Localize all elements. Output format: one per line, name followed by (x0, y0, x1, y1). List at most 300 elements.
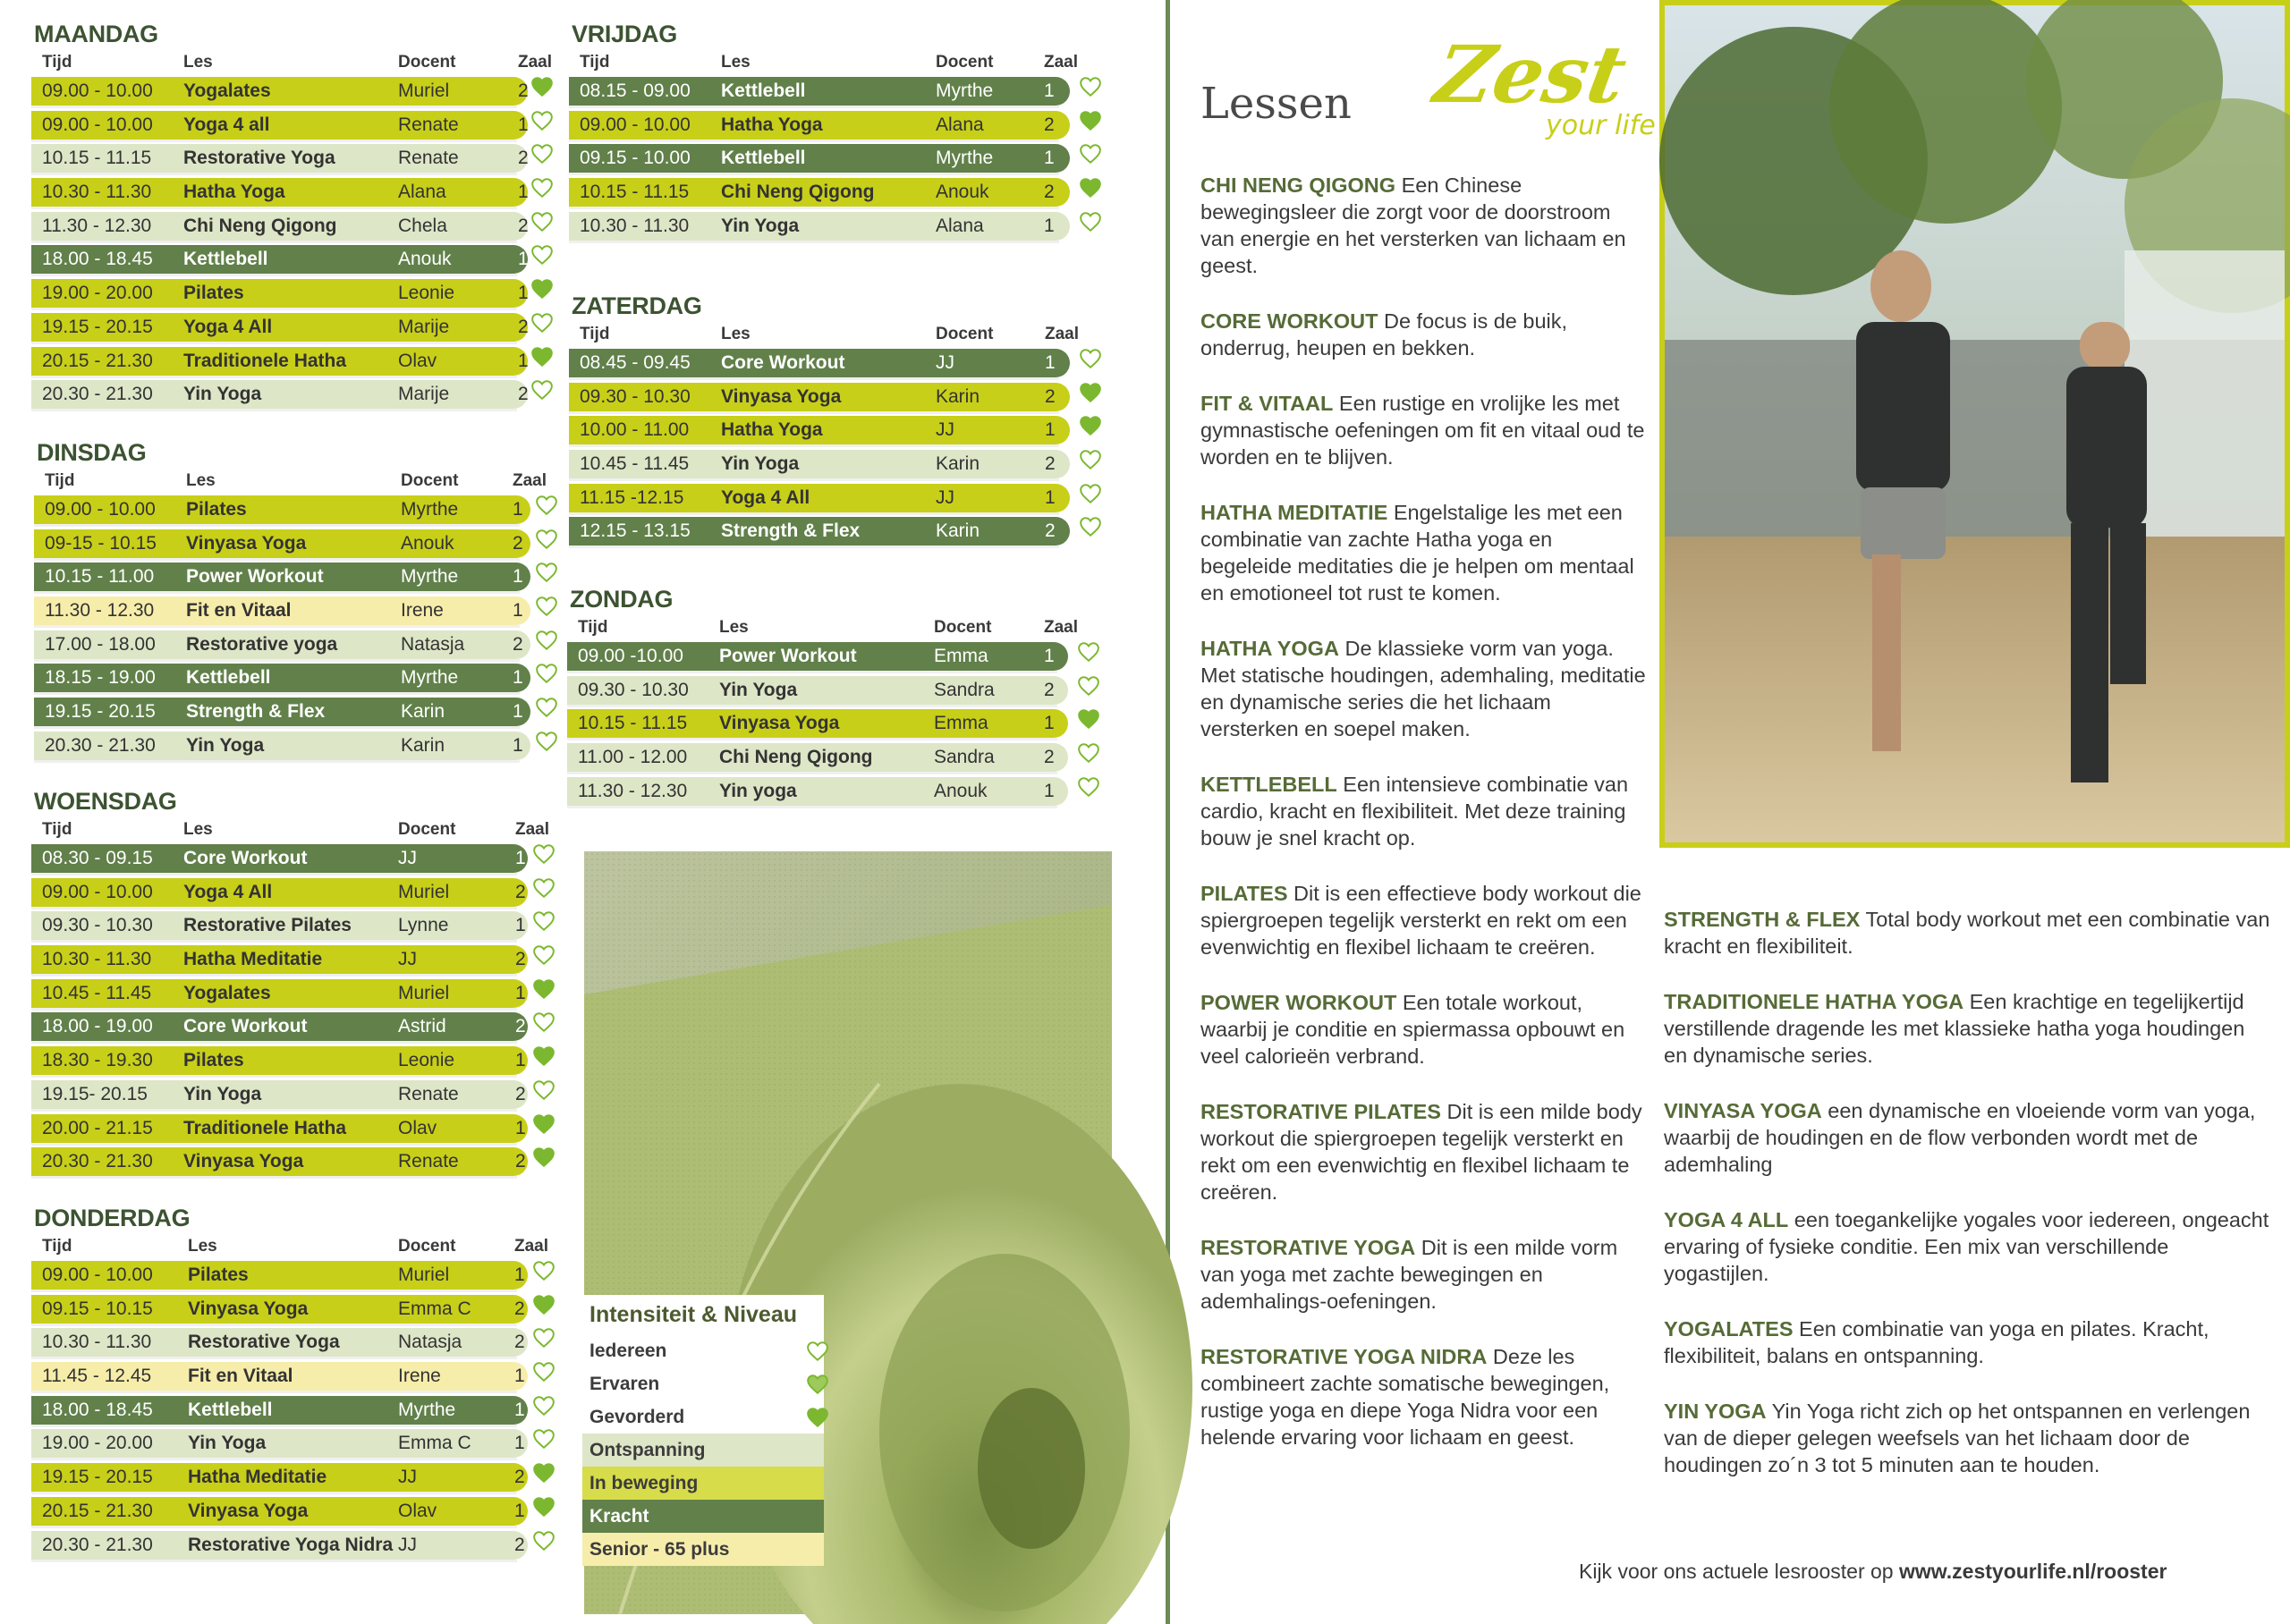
cell-docent: Muriel (398, 982, 450, 1003)
cell-tijd: 11.30 - 12.30 (42, 215, 152, 236)
day-title: MAANDAG (34, 21, 158, 47)
cell-les: Traditionele Hatha (183, 1117, 347, 1138)
heart-outline-icon (1079, 75, 1102, 98)
schedule-row[interactable] (569, 174, 1106, 207)
heart-outline-icon (535, 595, 558, 618)
cell-zaal: 1 (1045, 419, 1056, 441)
cell-zaal: 2 (1044, 679, 1055, 700)
day-dinsdag (34, 438, 562, 762)
lesson-text: een toegankelijke yogales voor iedereen, ongeacht ervaring of fysieke conditie. Een mix van verschillende yogastijlen. (1664, 1208, 2269, 1285)
cell-tijd: 09.15 - 10.00 (580, 148, 691, 169)
cell-docent: Myrthe (401, 667, 459, 689)
legend-title: Intensiteit & Niveau (582, 1295, 824, 1334)
column-headers (569, 320, 1106, 345)
cell-les: Chi Neng Qigong (721, 182, 875, 203)
schedule-row[interactable] (34, 728, 562, 761)
schedule-row[interactable] (569, 107, 1106, 140)
cell-zaal: 2 (518, 148, 529, 169)
heart-filled-icon (806, 1373, 829, 1396)
column-header-tijd: Tijd (42, 53, 72, 72)
cell-zaal: 1 (518, 350, 529, 371)
cell-les: Vinyasa Yoga (188, 1500, 309, 1521)
cell-zaal: 1 (518, 182, 529, 203)
cell-tijd: 08.45 - 09.45 (580, 352, 691, 373)
column-header-les: Les (186, 471, 216, 490)
lesson-text: Deze les combineert zachte somatische bewegingen, rustige yoga en diepe Yoga Nidra voor een helende ervaring voor lichaam en geest. (1200, 1345, 1610, 1449)
column-header-tijd: Tijd (42, 820, 72, 839)
heart-outline-icon (530, 176, 554, 199)
lesson-description (1664, 1206, 2272, 1287)
lesson-description (1200, 1234, 1648, 1315)
schedule-row[interactable] (31, 942, 559, 975)
legend-level-label: Iedereen (589, 1341, 667, 1361)
cell-les: Vinyasa Yoga (186, 532, 307, 554)
cell-docent: Renate (398, 1151, 459, 1172)
cell-les: Pilates (183, 1050, 244, 1071)
legend-levels (582, 1334, 824, 1434)
heart-outline-icon (1079, 210, 1102, 233)
cell-docent: Myrthe (936, 80, 994, 101)
lesson-description (1200, 499, 1648, 606)
heart-outline-icon (535, 696, 558, 719)
cell-les: Kettlebell (183, 249, 268, 270)
legend-type-label: Ontspanning (589, 1440, 706, 1460)
cell-docent: Karin (401, 734, 445, 756)
heart-filled-icon (1079, 381, 1102, 404)
lesson-name: RESTORATIVE YOGA (1200, 1236, 1416, 1259)
legend (582, 1295, 824, 1566)
cell-les: Kettlebell (186, 667, 271, 689)
cell-tijd: 10.30 - 11.30 (42, 182, 152, 203)
svg-text:your life: your life (1546, 110, 1656, 141)
day-donderdag (31, 1204, 550, 1561)
lesson-description (1200, 880, 1648, 960)
cell-zaal: 2 (1044, 182, 1055, 203)
schedule-row[interactable] (569, 140, 1106, 173)
cell-tijd: 20.30 - 21.30 (42, 1151, 153, 1172)
lesson-text: Een combinatie van yoga en pilates. Kracht, flexibiliteit, balans en ontspanning. (1664, 1317, 2209, 1367)
cell-zaal: 1 (515, 848, 526, 868)
cell-les: Power Workout (719, 646, 857, 666)
cell-tijd: 19.15 - 20.15 (42, 316, 153, 337)
cell-tijd: 10.15 - 11.15 (580, 182, 690, 203)
schedule-row[interactable] (34, 694, 562, 727)
cell-les: Yin yoga (719, 780, 797, 801)
column-header-docent: Docent (398, 1237, 456, 1256)
schedule-row[interactable] (31, 908, 559, 941)
heart-filled-icon (1079, 414, 1102, 437)
cell-tijd: 20.30 - 21.30 (42, 1534, 153, 1555)
heart-outline-icon (532, 1011, 556, 1034)
schedule-row[interactable] (31, 1257, 550, 1290)
cell-les: Core Workout (183, 1016, 308, 1037)
cell-les: Yoga 4 all (183, 114, 270, 135)
lesson-name: YOGA 4 ALL (1664, 1208, 1789, 1231)
lesson-text: Engelstalige les met een combinatie van zachte Hatha yoga en begeleide meditaties die je helpen om mentaal en emotioneel tot rust te komen. (1200, 501, 1634, 605)
lesson-name: POWER WORKOUT (1200, 991, 1397, 1014)
schedule-row[interactable] (31, 208, 559, 241)
cell-docent: Irene (401, 600, 444, 622)
heart-filled-icon (532, 1461, 556, 1484)
heart-filled-icon (530, 75, 554, 98)
schedule-row[interactable] (31, 1392, 550, 1425)
cell-zaal: 2 (513, 633, 523, 655)
lesson-description (1664, 906, 2272, 960)
lesson-name: CHI NENG QIGONG (1200, 173, 1396, 197)
schedule-row[interactable] (569, 73, 1106, 106)
cell-tijd: 20.00 - 21.15 (42, 1117, 153, 1138)
cell-tijd: 09.00 -10.00 (578, 646, 683, 666)
cell-zaal: 2 (515, 949, 526, 970)
schedule-row[interactable] (31, 1527, 550, 1561)
cell-zaal: 1 (1044, 646, 1055, 666)
heart-outline-icon (532, 1078, 556, 1102)
schedule-row[interactable] (34, 593, 562, 626)
schedule-row[interactable] (567, 774, 1104, 807)
cell-zaal: 1 (514, 1265, 525, 1285)
legend-level-label: Gevorderd (589, 1407, 685, 1427)
schedule-row[interactable] (31, 275, 559, 309)
cell-les: Yin Yoga (721, 453, 800, 475)
schedule-row[interactable] (569, 446, 1106, 479)
cell-tijd: 18.30 - 19.30 (42, 1050, 153, 1071)
cell-docent: Emma C (398, 1298, 471, 1319)
cell-zaal: 1 (513, 734, 523, 756)
cell-zaal: 1 (515, 982, 526, 1003)
cell-zaal: 1 (513, 566, 523, 588)
column-header-zaal: Zaal (1044, 618, 1079, 637)
cell-les: Hatha Yoga (183, 182, 285, 203)
column-header-les: Les (721, 325, 751, 343)
cell-zaal: 1 (513, 701, 523, 723)
lesson-name: PILATES (1200, 882, 1288, 905)
cell-zaal: 1 (514, 1399, 525, 1420)
column-header-tijd: Tijd (580, 53, 610, 72)
legend-types (582, 1434, 824, 1566)
schedule-row[interactable] (31, 107, 559, 140)
column-header-les: Les (719, 618, 749, 637)
cell-docent: Myrthe (936, 148, 994, 169)
cell-zaal: 1 (1044, 148, 1055, 169)
cell-les: Vinyasa Yoga (183, 1151, 304, 1172)
schedule-row[interactable] (31, 1425, 550, 1459)
column-header-docent: Docent (398, 820, 456, 839)
schedule-row[interactable] (31, 1358, 550, 1391)
column-header-zaal: Zaal (515, 820, 550, 839)
cell-les: Pilates (186, 499, 247, 520)
schedule-row[interactable] (567, 672, 1104, 706)
column-header-docent: Docent (401, 471, 459, 490)
cell-les: Yoga 4 All (183, 316, 273, 337)
cell-tijd: 10.30 - 11.30 (580, 215, 690, 236)
heart-outline-icon (535, 730, 558, 753)
cell-zaal: 2 (514, 1467, 525, 1488)
column-headers (31, 1232, 550, 1257)
column-headers (567, 613, 1104, 639)
legend-type-item (582, 1467, 824, 1500)
day-title: ZONDAG (570, 586, 674, 613)
cell-tijd: 09.00 - 10.00 (42, 1265, 153, 1285)
schedule-row[interactable] (569, 379, 1106, 412)
cell-tijd: 11.15 -12.15 (580, 486, 684, 508)
cell-docent: Renate (398, 148, 459, 169)
legend-level-item (582, 1367, 824, 1400)
cell-docent: Karin (401, 701, 445, 723)
cell-zaal: 2 (515, 1016, 526, 1037)
column-header-zaal: Zaal (514, 1237, 549, 1256)
cell-zaal: 1 (514, 1500, 525, 1521)
schedule-row[interactable] (569, 345, 1106, 378)
heart-outline-icon (1079, 448, 1102, 471)
schedule-row[interactable] (31, 343, 559, 376)
cell-zaal: 1 (1044, 713, 1055, 734)
heart-outline-icon (530, 243, 554, 266)
lesson-text: Dit is een effectieve body workout die spiergroepen tegelijk versterkt en rekt om een evenwichtig en flexibel lichaam te creëren. (1200, 882, 1641, 959)
column-header-les: Les (183, 53, 213, 72)
lesson-description (1200, 771, 1648, 851)
column-headers (569, 48, 1106, 73)
cell-docent: Irene (398, 1366, 441, 1387)
lesson-text: Dit is een milde vorm van yoga met zachte bewegingen en ademhalings-oefeningen. (1200, 1236, 1618, 1313)
heart-filled-icon (532, 1293, 556, 1316)
column-headers (31, 816, 559, 841)
heart-outline-icon (532, 1427, 556, 1451)
lesson-description (1664, 1097, 2272, 1178)
lesson-description (1664, 1315, 2272, 1369)
schedule-row[interactable] (569, 208, 1106, 241)
lesson-text: een dynamische en vloeiende vorm van yoga, waarbij de houdingen en de flow verbonden wordt met de ademhaling (1664, 1099, 2256, 1176)
schedule-row[interactable] (31, 1144, 559, 1177)
heart-filled-icon (530, 277, 554, 300)
schedule-row[interactable] (31, 1493, 550, 1527)
cell-les: Hatha Meditatie (188, 1467, 327, 1488)
descriptions-left (1200, 172, 1648, 1479)
column-header-tijd: Tijd (580, 325, 610, 343)
heart-outline-icon (530, 210, 554, 233)
schedule-row[interactable] (567, 706, 1104, 739)
cell-zaal: 2 (1045, 520, 1056, 542)
schedule-row[interactable] (31, 1291, 550, 1324)
heart-filled-icon (532, 977, 556, 1001)
cell-les: Kettlebell (721, 148, 806, 169)
schedule-row[interactable] (31, 1077, 559, 1110)
cell-docent: JJ (936, 352, 954, 373)
cell-les: Hatha Meditatie (183, 949, 323, 970)
cell-zaal: 2 (1045, 385, 1056, 407)
lesson-name: RESTORATIVE YOGA NIDRA (1200, 1345, 1488, 1368)
legend-type-label: In beweging (589, 1473, 699, 1493)
cell-tijd: 20.30 - 21.30 (42, 384, 153, 405)
cell-les: Yoga 4 All (183, 881, 273, 902)
heart-outline-icon (1079, 347, 1102, 370)
day-title: WOENSDAG (34, 788, 177, 815)
cell-docent: Marije (398, 316, 450, 337)
cell-zaal: 1 (518, 249, 529, 270)
cell-zaal: 1 (1045, 352, 1056, 373)
cell-les: Yin Yoga (188, 1433, 267, 1454)
cell-docent: Sandra (934, 747, 995, 768)
legend-type-label: Kracht (589, 1506, 649, 1527)
schedule-row[interactable] (31, 1324, 550, 1358)
cell-les: Hatha Yoga (721, 419, 823, 441)
cell-les: Hatha Yoga (721, 114, 823, 135)
schedule-row[interactable] (567, 740, 1104, 773)
day-title: DONDERDAG (34, 1205, 191, 1231)
cell-docent: Myrthe (401, 566, 459, 588)
cell-zaal: 1 (1044, 215, 1055, 236)
day-zondag (567, 585, 1104, 807)
cell-les: Fit en Vitaal (188, 1366, 293, 1387)
heart-outline-icon (532, 1529, 556, 1552)
schedule-row[interactable] (569, 513, 1106, 546)
legend-type-label: Senior - 65 plus (589, 1539, 730, 1560)
lesson-description (1200, 1343, 1648, 1451)
cell-les: Core Workout (721, 352, 845, 373)
cell-zaal: 1 (518, 114, 529, 135)
heart-filled-icon (532, 1045, 556, 1068)
schedule-row[interactable] (569, 480, 1106, 513)
cell-zaal: 2 (1044, 114, 1055, 135)
heart-filled-icon (532, 1146, 556, 1169)
lesson-text: Dit is een milde body workout die spiergroepen tegelijk versterkt en rekt om een evenwichtig en flexibel lichaam te creëren. (1200, 1100, 1642, 1204)
cell-docent: JJ (398, 1467, 417, 1488)
footer-note (1579, 1560, 2167, 1584)
column-header-docent: Docent (936, 53, 994, 72)
cell-tijd: 17.00 - 18.00 (45, 633, 156, 655)
legend-level-item (582, 1334, 824, 1367)
schedule-row[interactable] (31, 1459, 550, 1493)
schedule-row[interactable] (31, 376, 559, 410)
cell-les: Yin Yoga (721, 215, 800, 236)
lesson-description (1200, 308, 1648, 361)
cell-zaal: 1 (1044, 780, 1055, 801)
cell-zaal: 1 (513, 499, 523, 520)
cell-les: Yoga 4 All (721, 486, 810, 508)
cell-docent: Myrthe (401, 499, 459, 520)
cell-tijd: 09-15 - 10.15 (45, 532, 157, 554)
cell-docent: Renate (398, 1083, 459, 1104)
cell-zaal: 1 (1045, 486, 1056, 508)
schedule-row[interactable] (31, 309, 559, 343)
heart-outline-icon (532, 1326, 556, 1349)
cell-tijd: 20.30 - 21.30 (45, 734, 156, 756)
heart-outline-icon (532, 876, 556, 900)
column-headers (31, 48, 559, 73)
cell-les: Power Workout (186, 566, 324, 588)
lesson-description (1200, 635, 1648, 742)
footer-text: Kijk voor ons actuele lesrooster op (1579, 1560, 1899, 1583)
cell-docent: Chela (398, 215, 447, 236)
lesson-name: CORE WORKOUT (1200, 309, 1378, 333)
schedule-row[interactable] (31, 976, 559, 1009)
cell-les: Restorative Pilates (183, 915, 352, 936)
cell-docent: Alana (936, 114, 984, 135)
cell-les: Yin Yoga (183, 1083, 262, 1104)
schedule-row[interactable] (34, 627, 562, 660)
cell-les: Pilates (188, 1265, 249, 1285)
lesson-description (1664, 1398, 2272, 1478)
cell-zaal: 1 (514, 1366, 525, 1387)
cell-les: Kettlebell (188, 1399, 273, 1420)
cell-docent: Lynne (398, 915, 449, 936)
column-header-tijd: Tijd (42, 1237, 72, 1256)
cell-docent: Natasja (398, 1332, 462, 1353)
lesson-name: RESTORATIVE PILATES (1200, 1100, 1441, 1123)
column-header-docent: Docent (936, 325, 994, 343)
heart-outline-icon (532, 1394, 556, 1417)
column-header-zaal: Zaal (513, 471, 547, 490)
schedule-row[interactable] (31, 140, 559, 173)
cell-les: Chi Neng Qigong (719, 747, 873, 768)
descriptions-right (1664, 906, 2272, 1507)
day-woensdag (31, 787, 559, 1178)
heart-outline-icon (535, 528, 558, 551)
heart-outline-icon (535, 629, 558, 652)
lesson-text: Een Chinese bewegingsleer die zorgt voor de doorstroom van energie en het versterken van lichaam en geest. (1200, 173, 1626, 277)
cell-zaal: 2 (518, 384, 529, 405)
heart-outline-icon (1077, 674, 1100, 698)
cell-les: Restorative Yoga Nidra (188, 1534, 394, 1555)
schedule-row[interactable] (31, 1009, 559, 1042)
schedule-row[interactable] (31, 73, 559, 106)
lesson-description (1200, 172, 1648, 279)
cell-les: Fit en Vitaal (186, 600, 292, 622)
cell-zaal: 2 (1045, 453, 1056, 475)
schedule-row[interactable] (34, 526, 562, 559)
lesson-text: De klassieke vorm van yoga. Met statische houdingen, ademhaling, meditatie en dynamische series die het lichaam versterken en soepel maken. (1200, 637, 1646, 740)
heart-outline-icon (530, 311, 554, 334)
cell-zaal: 1 (518, 283, 529, 304)
cell-les: Restorative Yoga (183, 148, 335, 169)
lesson-name: HATHA MEDITATIE (1200, 501, 1388, 524)
schedule-row[interactable] (34, 492, 562, 525)
lesson-text: Total body workout met een combinatie van kracht en flexibiliteit. (1664, 908, 2270, 958)
heart-outline-icon (1077, 640, 1100, 664)
schedule-row[interactable] (34, 559, 562, 592)
lesson-name: FIT & VITAAL (1200, 392, 1334, 415)
lesson-text: Een totale workout, waarbij je conditie en spiermassa opbouwt en veel calorieën verbrand. (1200, 991, 1625, 1068)
footer-link[interactable]: www.zestyourlife.nl/rooster (1898, 1560, 2167, 1583)
heart-outline-icon (535, 561, 558, 584)
schedule-row[interactable] (569, 412, 1106, 445)
schedule-row[interactable] (31, 241, 559, 275)
cell-docent: Emma C (398, 1433, 471, 1454)
cell-zaal: 1 (513, 600, 523, 622)
cell-zaal: 1 (515, 1117, 526, 1138)
schedule-row[interactable] (31, 841, 559, 874)
schedule-row[interactable] (31, 1111, 559, 1144)
cell-zaal: 1 (515, 915, 526, 936)
heart-outline-icon (532, 909, 556, 933)
schedule-row[interactable] (567, 639, 1104, 672)
schedule-row[interactable] (31, 174, 559, 207)
schedule-row[interactable] (31, 1043, 559, 1076)
cell-docent: Sandra (934, 679, 995, 700)
column-header-docent: Docent (398, 53, 456, 72)
cell-docent: Anouk (936, 182, 989, 203)
heart-filled-icon (530, 345, 554, 368)
day-zaterdag (569, 292, 1106, 547)
schedule-row[interactable] (31, 875, 559, 908)
schedule-row[interactable] (34, 660, 562, 693)
cell-zaal: 2 (514, 1332, 525, 1353)
cell-tijd: 09.15 - 10.15 (42, 1298, 153, 1319)
cell-tijd: 11.45 - 12.45 (42, 1366, 152, 1387)
column-header-zaal: Zaal (1045, 325, 1080, 343)
lesson-name: STRENGTH & FLEX (1664, 908, 1861, 931)
heart-outline-icon (532, 943, 556, 967)
lesson-text: Een intensieve combinatie van cardio, kracht en flexibiliteit. Met deze training bouw je snel kracht op. (1200, 773, 1629, 850)
